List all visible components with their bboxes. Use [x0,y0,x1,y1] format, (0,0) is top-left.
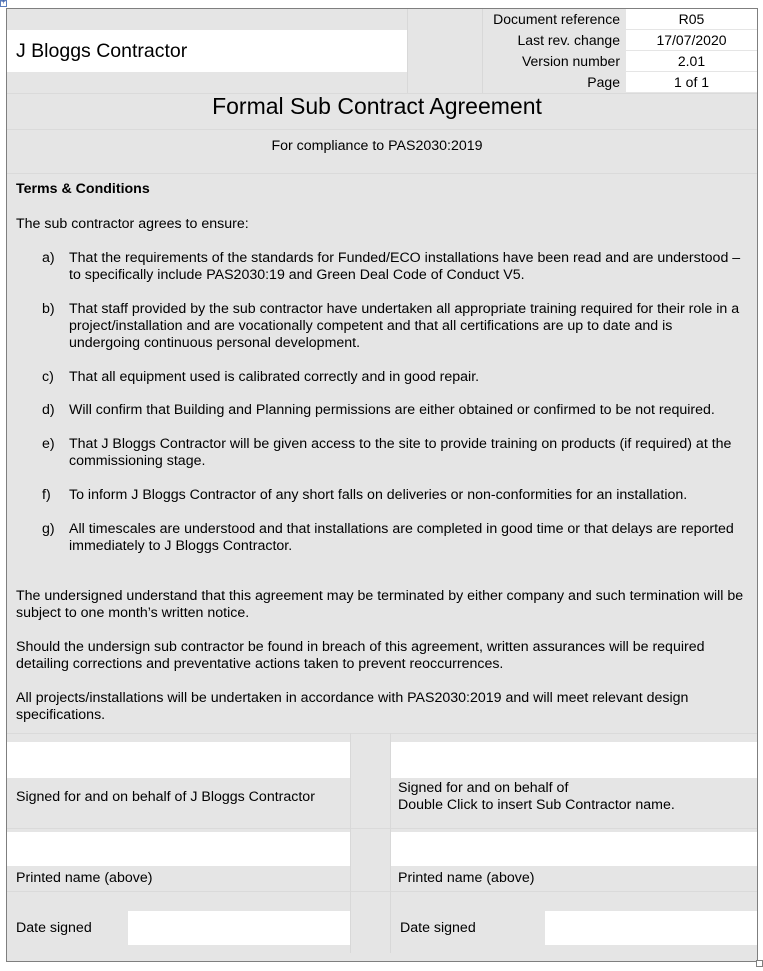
contractor-date-label: Date signed [16,920,92,936]
contractor-signature-field[interactable] [7,742,350,778]
document-subtitle: For compliance to PAS2030:2019 [271,138,483,154]
company-name-cell[interactable] [7,30,407,72]
item-text: That staff provided by the sub contractor have undertaken all appropriate training required for their role in a project/installation and are vocationally competent and that all certifications are up to date and is undergoing continuous personal development. [69,301,740,351]
item-text: That all equipment used is calibrated correctly and in good repair. [69,369,480,385]
grid-line [7,891,757,892]
item-letter: a) [42,250,55,266]
item-text: All timescales are understood and that installations are completed in good time or that delays are reported immediately to J Bloggs Contractor. [69,521,734,554]
contractor-printed-name-field[interactable] [7,832,350,866]
item-letter: f) [42,487,51,503]
subcontractor-printed-name-field[interactable] [390,832,757,866]
grid-line [407,9,408,93]
document-title: Formal Sub Contract Agreement [212,93,542,119]
agreement-document [6,8,758,962]
grid-line [7,828,757,829]
item-text: That J Bloggs Contractor will be given access to the site to provide training on products (if required) at the commissioning stage. [69,436,732,469]
subcontractor-name-field[interactable]: Double Click to insert Sub Contractor name. [398,797,675,813]
subcontractor-signature-field[interactable] [390,742,757,778]
terms-heading: Terms & Conditions [16,181,150,197]
company-name: J Bloggs Contractor [16,40,188,62]
contractor-signed-label: Signed for and on behalf of J Bloggs Contractor [16,789,315,805]
item-text: Will confirm that Building and Planning permissions are either obtained or confirmed to be not required. [69,402,715,418]
item-letter: g) [42,521,55,537]
item-letter: e) [42,436,55,452]
meta-value-document-reference[interactable]: R05 [626,9,757,29]
item-letter: c) [42,369,54,385]
subcontractor-date-label: Date signed [400,920,476,936]
subcontractor-printed-name-label: Printed name (above) [398,870,535,886]
grid-line [350,733,351,953]
meta-value-page[interactable]: 1 of 1 [626,72,757,92]
item-letter: d) [42,402,55,418]
item-text: To inform J Bloggs Contractor of any short falls on deliveries or non-conformities for an installation. [69,487,688,503]
subcontractor-signed-label: Signed for and on behalf of [398,780,569,796]
meta-label-document-reference: Document reference [493,11,620,27]
compliance-paragraph: All projects/installations will be undertaken in accordance with PAS2030:2019 and will meet relevant design specifications. [16,690,689,723]
breach-paragraph: Should the undersign sub contractor be found in breach of this agreement, written assurances will be required detailing corrections and preventative actions taken to prevent reoccurrences. [16,639,705,672]
grid-line [7,173,757,174]
contractor-printed-name-label: Printed name (above) [16,870,153,886]
grid-line [7,129,757,130]
subcontractor-date-field[interactable] [545,911,757,945]
meta-label-page: Page [587,74,620,90]
table-resize-handle[interactable] [756,960,763,967]
terms-intro: The sub contractor agrees to ensure: [16,216,249,232]
grid-line [390,733,391,953]
contractor-date-field[interactable] [128,911,350,945]
meta-value-last-rev-change[interactable]: 17/07/2020 [626,30,757,50]
meta-label-version-number: Version number [521,53,620,69]
termination-paragraph: The undersigned understand that this agreement may be terminated by either company and such termination will be subject to one month’s written notice. [16,588,744,621]
table-move-handle[interactable] [0,0,7,7]
meta-label-last-rev-change: Last rev. change [517,32,620,48]
item-text: That the requirements of the standards for Funded/ECO installations have been read and are understood – to specifically include PAS2030:19 and Green Deal Code of Conduct V5. [69,250,741,283]
meta-value-version-number[interactable]: 2.01 [626,51,757,71]
item-letter: b) [42,301,55,317]
grid-line [7,733,757,734]
